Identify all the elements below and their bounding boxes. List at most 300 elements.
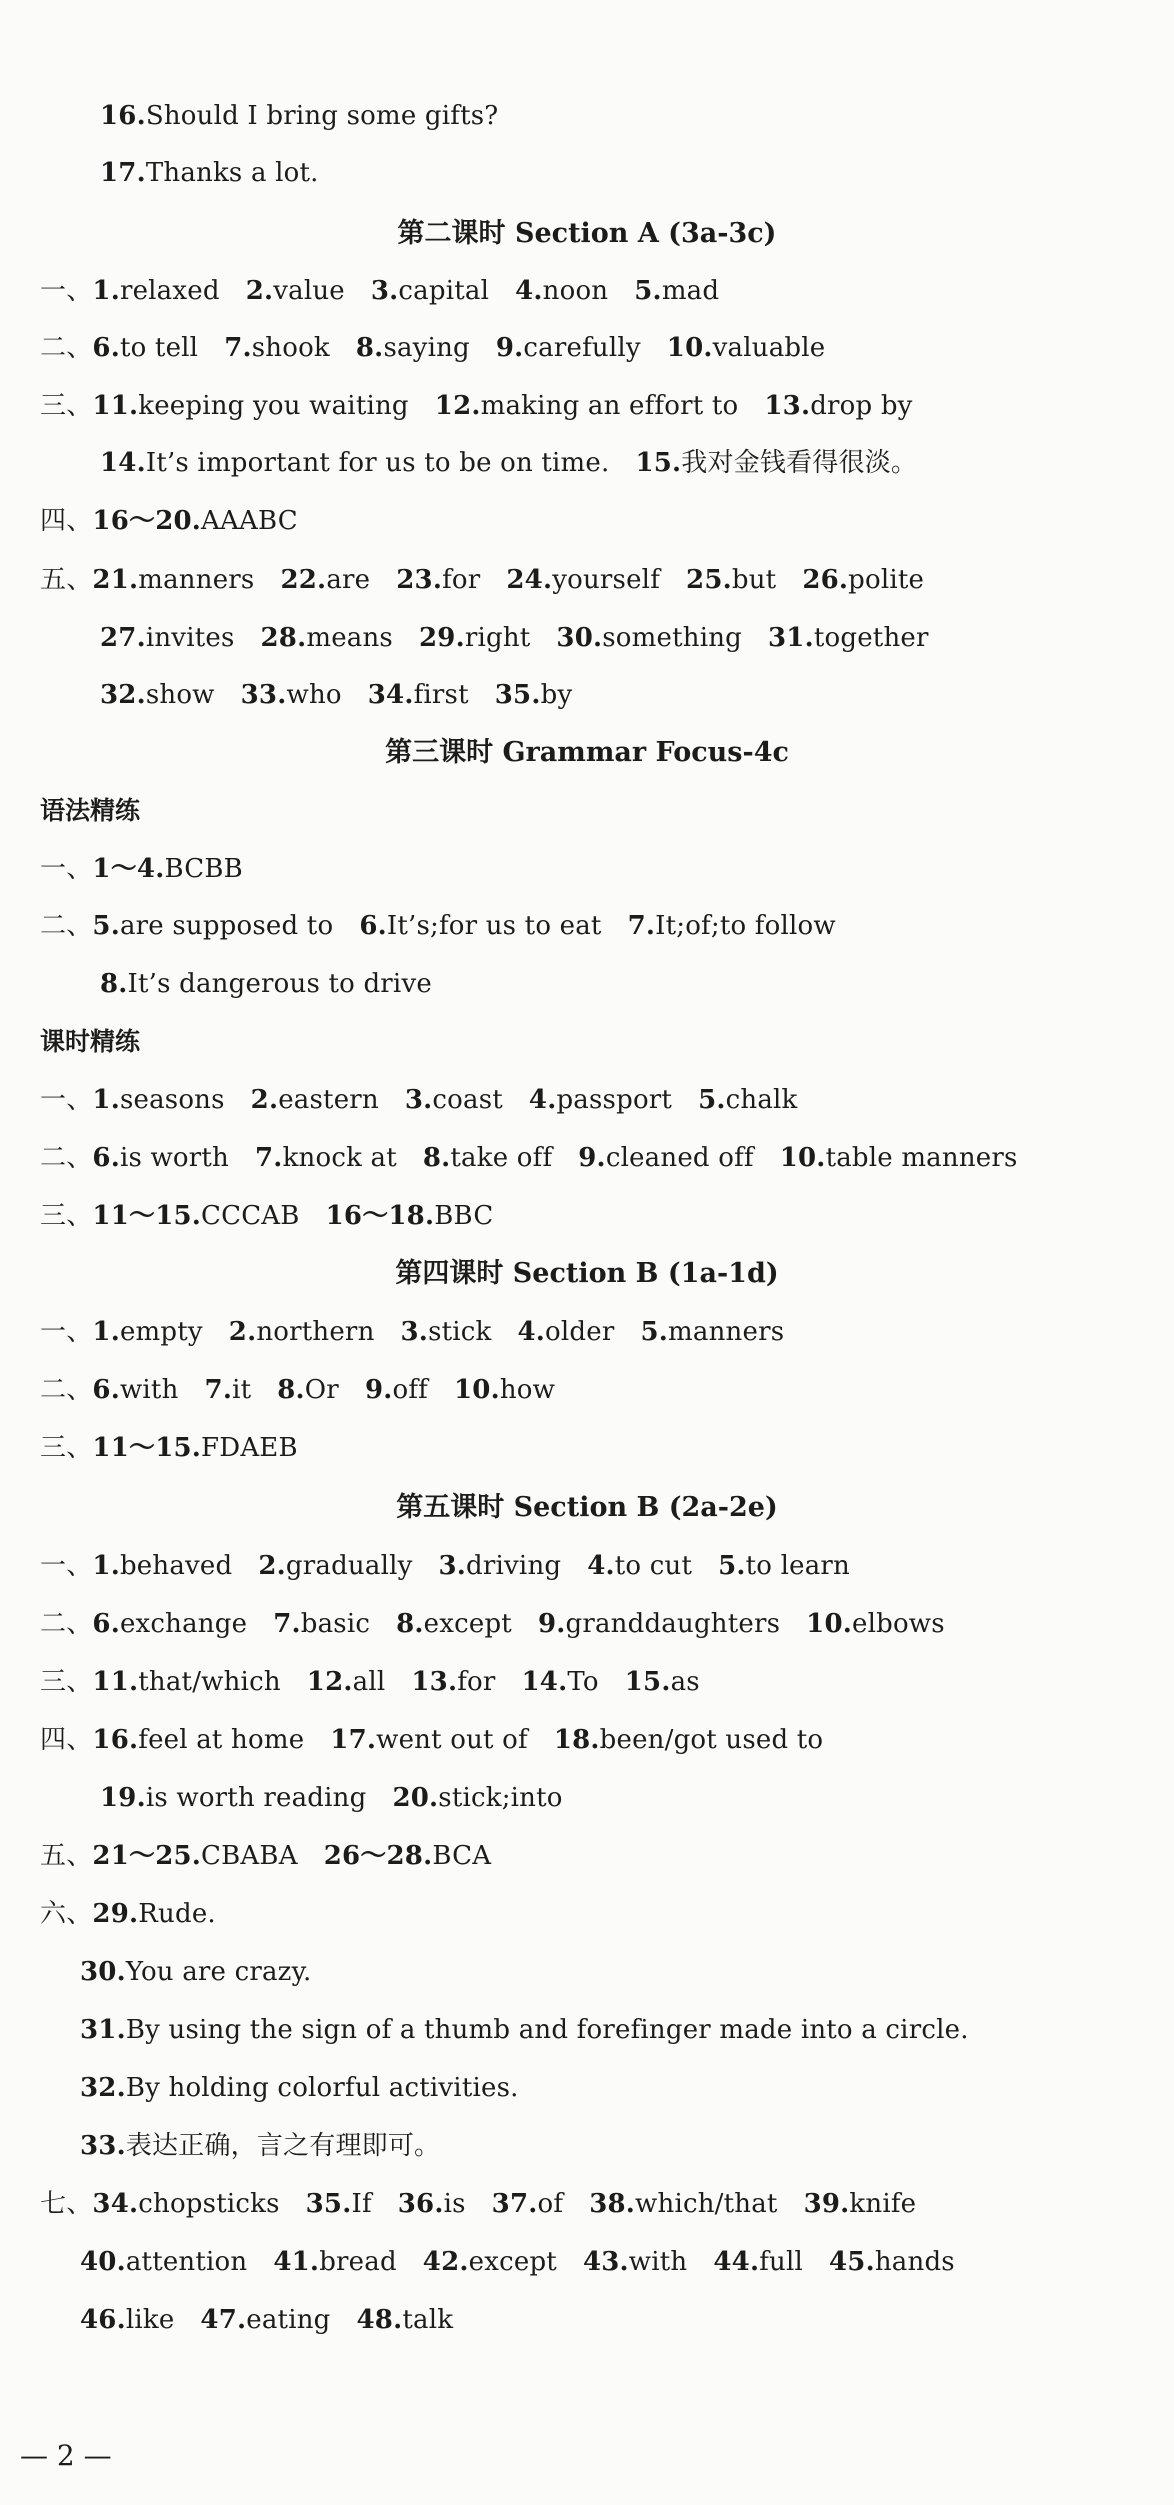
item-number: 22.	[280, 565, 327, 595]
answer-item	[368, 677, 469, 713]
item-text: knife	[849, 2189, 917, 2219]
item-text: BCA	[432, 1841, 492, 1871]
item-text: as	[670, 1667, 700, 1697]
item-number: 40.	[80, 2247, 126, 2277]
item-number: 3.	[400, 1317, 429, 1347]
answer-item	[538, 1606, 780, 1642]
part-prefix: 一、	[40, 1551, 93, 1581]
item-number: 10.	[454, 1375, 500, 1405]
answer-item	[273, 1606, 370, 1642]
answer-item	[634, 273, 719, 309]
answer-line	[40, 1430, 324, 1466]
answer-line	[40, 273, 745, 309]
item-text: attention	[125, 2247, 248, 2277]
answer-line	[40, 1548, 876, 1584]
item-number: 18.	[553, 1725, 600, 1755]
answer-item	[92, 908, 333, 944]
answer-item	[554, 1722, 823, 1758]
part-prefix: 一、	[40, 1317, 93, 1347]
answer-item	[100, 1780, 366, 1816]
item-number: 43.	[582, 2247, 629, 2277]
answer-item	[229, 1314, 375, 1350]
answer-item	[423, 1140, 552, 1176]
answer-item	[667, 330, 826, 366]
item-text: 我对金钱看得很淡。	[681, 448, 918, 478]
answer-item	[392, 1780, 562, 1816]
item-number: 33.	[80, 2131, 126, 2161]
item-number: 8.	[277, 1375, 305, 1405]
answer-line	[40, 1606, 971, 1642]
item-text: are supposed to	[119, 911, 334, 941]
answer-line	[40, 330, 851, 366]
item-text: BBC	[434, 1201, 494, 1231]
item-text: value	[273, 276, 345, 306]
item-text: Should I bring some gifts?	[145, 101, 499, 131]
answer-line	[100, 677, 598, 713]
item-number: 29.	[418, 623, 465, 653]
item-number: 13.	[764, 391, 811, 421]
item-text: to cut	[614, 1551, 693, 1581]
answer-item	[587, 1548, 692, 1584]
answer-item	[200, 2302, 330, 2338]
item-number: 5.	[634, 276, 662, 306]
item-number: 3.	[370, 276, 399, 306]
item-number: 4.	[528, 1085, 557, 1115]
answer-item	[698, 1082, 797, 1118]
item-text: eating	[246, 2305, 331, 2335]
item-text: knock at	[282, 1143, 397, 1173]
item-number: 21～25.	[92, 1841, 202, 1871]
answer-item	[515, 273, 608, 309]
answer-item	[496, 330, 641, 366]
answer-item	[273, 2244, 396, 2280]
item-text: but	[731, 565, 777, 595]
answer-item	[522, 1664, 599, 1700]
item-number: 7.	[204, 1375, 233, 1405]
item-text: yourself	[552, 565, 661, 595]
answer-item	[583, 2244, 687, 2280]
item-number: 1.	[92, 1085, 120, 1115]
item-number: 7.	[224, 333, 252, 363]
item-text: it	[232, 1375, 252, 1405]
answer-item	[92, 1664, 280, 1700]
part-prefix: 一、	[40, 854, 93, 884]
answer-item	[419, 620, 530, 656]
answer-item	[258, 1548, 412, 1584]
item-text: carefully	[523, 333, 641, 363]
answer-item	[92, 1314, 202, 1350]
answer-line	[80, 2128, 466, 2164]
answer-item	[492, 2186, 564, 2222]
item-number: 6.	[92, 1143, 120, 1173]
item-number: 11.	[92, 391, 139, 421]
answer-item	[435, 388, 739, 424]
item-number: 29.	[92, 1899, 139, 1929]
item-number: 3.	[404, 1085, 433, 1115]
item-text: elbows	[852, 1609, 945, 1639]
answer-item	[92, 503, 297, 539]
part-prefix: 三、	[40, 1433, 93, 1463]
answer-item	[92, 1372, 178, 1408]
item-number: 9.	[537, 1609, 566, 1639]
item-number: 1.	[92, 1317, 120, 1347]
answer-item	[454, 1372, 555, 1408]
item-number: 44.	[713, 2247, 760, 2277]
item-text: chopsticks	[138, 2189, 280, 2219]
item-number: 12.	[434, 391, 481, 421]
item-number: 46.	[80, 2305, 126, 2335]
item-text: show	[145, 680, 215, 710]
answer-line	[40, 908, 862, 944]
part-prefix: 六、	[40, 1899, 93, 1929]
item-text: been/got used to	[599, 1725, 824, 1755]
item-number: 16～20.	[92, 506, 202, 536]
item-text: exchange	[119, 1609, 248, 1639]
item-number: 19.	[100, 1783, 146, 1813]
item-text: Thanks a lot.	[145, 158, 319, 188]
answer-item	[635, 445, 917, 481]
part-prefix: 四、	[40, 1725, 93, 1755]
answer-line	[80, 2070, 545, 2106]
item-number: 11～15.	[92, 1433, 202, 1463]
item-number: 8.	[422, 1143, 451, 1173]
item-number: 7.	[255, 1143, 283, 1173]
item-text: stick	[428, 1317, 492, 1347]
answer-item	[529, 1082, 672, 1118]
part-prefix: 五、	[40, 1841, 93, 1871]
answer-item	[92, 562, 254, 598]
item-number: 30.	[80, 1957, 126, 1987]
item-number: 5.	[92, 911, 120, 941]
item-number: 6.	[92, 333, 120, 363]
item-text: right	[464, 623, 531, 653]
answer-item	[405, 1082, 503, 1118]
item-number: 4.	[517, 1317, 546, 1347]
answer-item	[780, 1140, 1018, 1176]
answer-item	[829, 2244, 955, 2280]
item-text: making an effort to	[480, 391, 739, 421]
item-text: If	[351, 2189, 372, 2219]
item-number: 20.	[392, 1783, 439, 1813]
item-text: coast	[432, 1085, 503, 1115]
answer-item	[411, 1664, 495, 1700]
answer-item	[92, 1606, 247, 1642]
answer-item	[261, 620, 393, 656]
item-text: 表达正确，言之有理即可。	[125, 2131, 441, 2161]
answer-item	[806, 1606, 945, 1642]
item-text: hands	[874, 2247, 955, 2277]
answer-item	[92, 1430, 297, 1466]
item-number: 42.	[422, 2247, 469, 2277]
item-number: 36.	[397, 2189, 444, 2219]
item-number: 4.	[515, 276, 543, 306]
item-number: 9.	[578, 1143, 606, 1173]
answer-item	[80, 2012, 969, 2048]
item-text: means	[306, 623, 393, 653]
item-text: of	[537, 2189, 564, 2219]
item-text: are	[326, 565, 371, 595]
answer-line	[100, 620, 955, 656]
item-text: older	[545, 1317, 615, 1347]
item-number: 47.	[200, 2305, 247, 2335]
subsection-label: 课时精练	[40, 1027, 141, 1056]
answer-item	[640, 1314, 784, 1350]
answer-item	[686, 562, 776, 598]
item-text: with	[628, 2247, 688, 2277]
answer-line	[100, 1780, 589, 1816]
item-number: 5.	[698, 1085, 726, 1115]
item-text: noon	[542, 276, 609, 306]
item-number: 8.	[396, 1609, 424, 1639]
answer-item	[306, 2186, 372, 2222]
item-text: CBABA	[201, 1841, 298, 1871]
item-text: for	[457, 1667, 496, 1697]
answer-item	[92, 1722, 304, 1758]
item-number: 37.	[491, 2189, 538, 2219]
part-prefix: 三、	[40, 391, 93, 421]
item-number: 24.	[506, 565, 553, 595]
item-text: It’s;for us to eat	[386, 911, 602, 941]
item-number: 17.	[330, 1725, 377, 1755]
answer-line	[40, 388, 939, 424]
answer-item	[92, 388, 408, 424]
answer-item	[241, 677, 342, 713]
item-number: 11.	[92, 1667, 139, 1697]
item-number: 35.	[494, 680, 541, 710]
item-text: relaxed	[119, 276, 220, 306]
item-text: capital	[398, 276, 490, 306]
item-number: 2.	[258, 1551, 286, 1581]
item-text: By holding colorful activities.	[125, 2073, 519, 2103]
answer-item	[625, 1664, 700, 1700]
item-text: It’s important for us to be on time.	[145, 448, 610, 478]
item-number: 31.	[80, 2015, 126, 2045]
item-number: 4.	[587, 1551, 615, 1581]
answer-item	[80, 2128, 440, 2164]
item-text: granddaughters	[565, 1609, 781, 1639]
answer-item	[396, 562, 480, 598]
item-number: 35.	[305, 2189, 352, 2219]
item-text: first	[413, 680, 469, 710]
item-number: 34.	[92, 2189, 139, 2219]
answer-item	[100, 677, 215, 713]
item-text: take off	[450, 1143, 553, 1173]
answer-item	[92, 330, 198, 366]
item-number: 26.	[802, 565, 849, 595]
item-text: It;of;to follow	[655, 911, 836, 941]
item-number: 41.	[273, 2247, 320, 2277]
item-number: 1.	[92, 1551, 120, 1581]
answer-item	[718, 1548, 850, 1584]
answer-line	[80, 2244, 981, 2280]
item-text: invites	[145, 623, 235, 653]
item-text: is	[443, 2189, 466, 2219]
answer-item	[359, 908, 601, 944]
item-text: valuable	[712, 333, 826, 363]
answer-item	[804, 2186, 917, 2222]
item-number: 14.	[521, 1667, 568, 1697]
answer-line	[40, 1082, 824, 1118]
item-number: 13.	[411, 1667, 458, 1697]
item-number: 33.	[240, 680, 287, 710]
part-prefix: 二、	[40, 1609, 93, 1639]
answer-item	[100, 445, 609, 481]
item-text: FDAEB	[201, 1433, 298, 1463]
item-text: bread	[319, 2247, 397, 2277]
item-text: gradually	[285, 1551, 413, 1581]
subsection-label: 语法精练	[40, 796, 141, 825]
answer-item	[401, 1314, 492, 1350]
answer-item	[764, 388, 912, 424]
item-text: Or	[304, 1375, 339, 1405]
answer-line	[100, 966, 458, 1002]
item-number: 16.	[92, 1725, 139, 1755]
answer-item	[371, 273, 489, 309]
item-text: To	[567, 1667, 599, 1697]
item-text: except	[468, 2247, 557, 2277]
answer-item	[92, 1896, 215, 1932]
item-number: 21.	[92, 565, 139, 595]
part-prefix: 七、	[40, 2189, 93, 2219]
answer-line	[80, 1954, 337, 1990]
item-number: 30.	[556, 623, 603, 653]
item-text: basic	[300, 1609, 371, 1639]
item-text: manners	[668, 1317, 785, 1347]
item-text: AAABC	[201, 506, 298, 536]
part-prefix: 一、	[40, 276, 93, 306]
item-number: 3.	[438, 1551, 467, 1581]
item-number: 32.	[80, 2073, 126, 2103]
part-prefix: 三、	[40, 1201, 93, 1231]
answer-item	[768, 620, 929, 656]
item-number: 17.	[100, 158, 146, 188]
item-number: 2.	[228, 1317, 257, 1347]
answer-item	[277, 1372, 339, 1408]
item-text: northern	[256, 1317, 375, 1347]
item-number: 5.	[640, 1317, 669, 1347]
answer-line	[80, 2012, 995, 2048]
item-text: passport	[556, 1085, 673, 1115]
item-text: polite	[848, 565, 925, 595]
item-number: 16～18.	[325, 1201, 435, 1231]
answer-line	[40, 1896, 242, 1932]
answer-item	[246, 273, 345, 309]
item-text: together	[813, 623, 929, 653]
answer-item	[578, 1140, 753, 1176]
answer-item	[556, 620, 742, 656]
item-text: eastern	[278, 1085, 379, 1115]
item-text: like	[125, 2305, 175, 2335]
part-prefix: 二、	[40, 911, 93, 941]
answer-item	[506, 562, 660, 598]
item-number: 8.	[100, 969, 128, 999]
answer-item	[518, 1314, 615, 1350]
item-text: full	[759, 2247, 804, 2277]
item-text: empty	[119, 1317, 203, 1347]
item-text: behaved	[119, 1551, 233, 1581]
part-prefix: 五、	[40, 565, 93, 595]
answer-item	[80, 2070, 519, 2106]
item-number: 5.	[718, 1551, 746, 1581]
item-text: to tell	[119, 333, 199, 363]
item-text: something	[602, 623, 743, 653]
part-prefix: 一、	[40, 1085, 93, 1115]
section-title: 第四课时 Section B (1a-1d)	[395, 1258, 779, 1289]
answer-item	[307, 1664, 386, 1700]
answer-item	[628, 908, 836, 944]
item-number: 32.	[100, 680, 146, 710]
item-number: 8.	[355, 333, 384, 363]
item-text: is worth reading	[145, 1783, 367, 1813]
item-number: 10.	[666, 333, 713, 363]
item-text: It’s dangerous to drive	[127, 969, 432, 999]
part-prefix: 二、	[40, 1375, 93, 1405]
item-number: 31.	[768, 623, 814, 653]
item-number: 27.	[100, 623, 146, 653]
item-number: 2.	[250, 1085, 279, 1115]
part-prefix: 四、	[40, 506, 93, 536]
answer-item	[92, 1140, 229, 1176]
answer-line	[80, 2302, 479, 2338]
answer-item	[396, 1606, 512, 1642]
answer-item	[80, 2302, 174, 2338]
item-text: saying	[383, 333, 470, 363]
item-number: 14.	[100, 448, 146, 478]
answer-item	[326, 1198, 494, 1234]
answer-line	[40, 562, 950, 598]
answer-item	[92, 1548, 232, 1584]
item-number: 38.	[589, 2189, 636, 2219]
answer-line	[40, 1372, 581, 1408]
item-text: mad	[661, 276, 720, 306]
answer-line	[40, 851, 269, 887]
item-number: 6.	[92, 1375, 120, 1405]
item-text: stick;into	[438, 1783, 563, 1813]
answer-item	[224, 330, 330, 366]
item-text: chalk	[725, 1085, 798, 1115]
item-text: how	[499, 1375, 556, 1405]
answer-item	[365, 1372, 428, 1408]
answer-item	[92, 273, 219, 309]
answer-item	[439, 1548, 562, 1584]
item-number: 2.	[245, 276, 274, 306]
answer-item	[255, 1140, 397, 1176]
item-number: 6.	[359, 911, 387, 941]
page-number: — 2 —	[20, 2439, 112, 2472]
answer-item	[280, 562, 370, 598]
item-text: Rude.	[138, 1899, 216, 1929]
item-text: talk	[402, 2305, 454, 2335]
item-text: which/that	[635, 2189, 778, 2219]
answer-item	[80, 1954, 311, 1990]
item-text: table manners	[825, 1143, 1018, 1173]
item-text: all	[352, 1667, 386, 1697]
answer-line	[40, 503, 324, 539]
answer-item	[495, 677, 573, 713]
item-number: 9.	[495, 333, 524, 363]
item-text: driving	[466, 1551, 562, 1581]
item-text: to learn	[745, 1551, 850, 1581]
item-number: 15.	[635, 448, 682, 478]
answer-item	[251, 1082, 379, 1118]
answer-item	[92, 1082, 224, 1118]
item-text: drop by	[810, 391, 913, 421]
section-title: 第五课时 Section B (2a-2e)	[396, 1492, 778, 1523]
item-number: 12.	[306, 1667, 353, 1697]
item-text: that/which	[138, 1667, 281, 1697]
item-text: except	[423, 1609, 512, 1639]
item-text: feel at home	[138, 1725, 305, 1755]
